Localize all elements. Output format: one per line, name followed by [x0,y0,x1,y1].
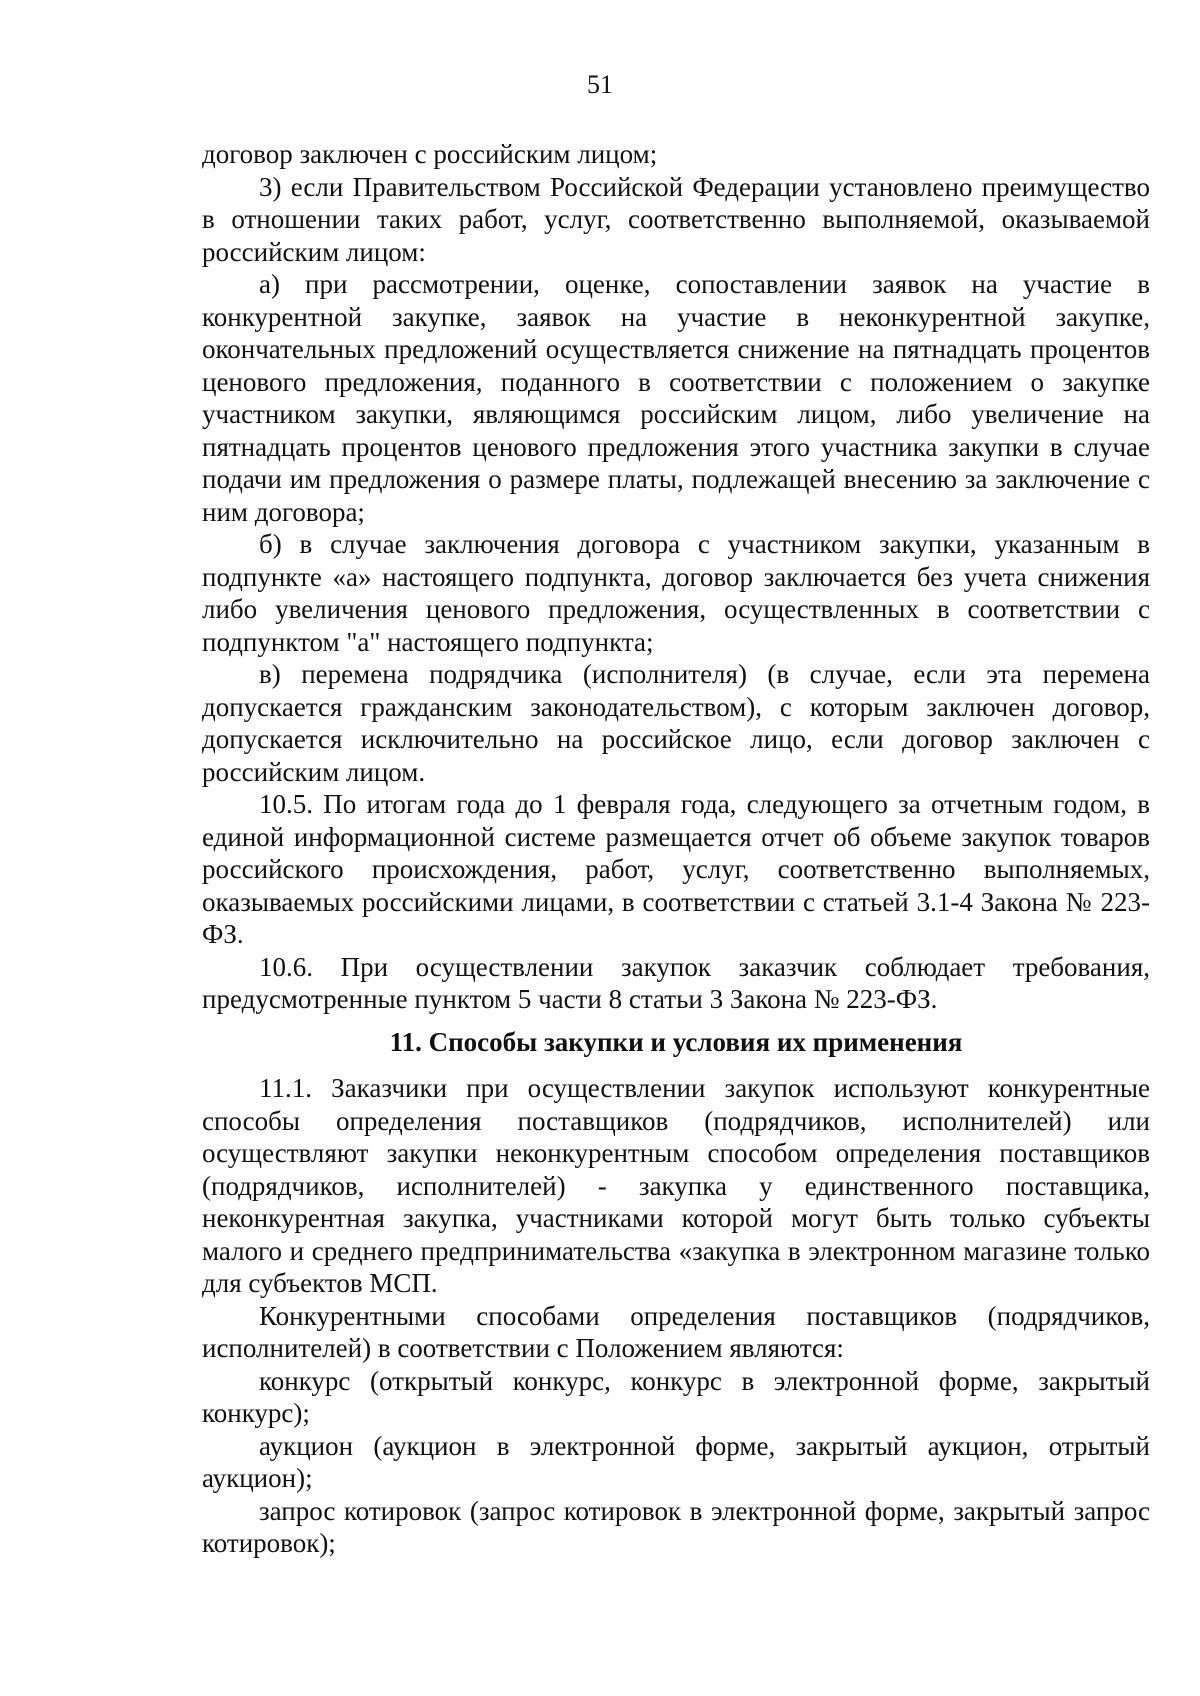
paragraph: в) перемена подрядчика (исполнителя) (в случае, если эта перемена допускается гражданским законодательством), с которым заключен договор, допускается исключительно на российское лицо, если договор заключен с российским лицом. [202,659,1150,787]
page-number: 51 [587,70,613,99]
section-heading: 11. Способы закупки и условия их применения [389,1026,963,1057]
paragraph: конкурс (открытый конкурс, конкурс в электронной форме, закрытый конкурс); [202,1365,1150,1428]
paragraph: 10.5. По итогам года до 1 февраля года, следующего за отчетным годом, в единой информационной системе размещается отчет об объеме закупок товаров российского происхождения, работ, услуг, соответственно выполняемых, оказываемых российскими лицами, в соответствии с статьей 3.1-4 Закона № 223-ФЗ. [202,789,1150,949]
paragraph: 11.1. Заказчики при осуществлении закупок используют конкурентные способы определения поставщиков (подрядчиков, исполнителей) или осуществляют закупки неконкурентным способом определения поставщиков (подрядчиков, исполнителей) - закупка у единственного поставщика, неконкурентная закупка, участниками которой могут быть только субъекты малого и среднего предпринимательства «закупка в электронном магазине только для субъектов МСП. [202,1073,1150,1298]
paragraph-group-top [202,138,1150,1016]
paragraph: аукцион (аукцион в электронной форме, закрытый аукцион, отрытый аукцион); [202,1430,1150,1493]
paragraph: Конкурентными способами определения поставщиков (подрядчиков, исполнителей) в соответствии с Положением являются: [202,1300,1150,1363]
paragraph: договор заключен с российским лицом; [202,139,658,169]
document-body [202,138,1150,1560]
paragraph: б) в случае заключения договора с участником закупки, указанным в подпункте «а» настоящего подпункта, договор заключается без учета снижения либо увеличения ценового предложения, осуществленных в соответствии с подпунктом "а" настоящего подпункта; [202,529,1150,657]
paragraph-group-bottom [202,1072,1150,1560]
paragraph: а) при рассмотрении, оценке, сопоставлении заявок на участие в конкурентной закупке, заявок на участие в неконкурентной закупке, окончательных предложений осуществляется снижение на пятнадцать процентов ценового предложения, поданного в соответствии с положением о закупке участником закупки, являющимся российским лицом, либо увеличение на пятнадцать процентов ценового предложения этого участника закупки в случае подачи им предложения о размере платы, подлежащей внесению за заключение с ним договора; [202,269,1150,527]
paragraph: 10.6. При осуществлении закупок заказчик соблюдает требования, предусмотренные пунктом 5 части 8 статьи 3 Закона № 223-ФЗ. [202,951,1150,1014]
paragraph: запрос котировок (запрос котировок в электронной форме, закрытый запрос котировок); [202,1495,1150,1558]
paragraph: 3) если Правительством Российской Федерации установлено преимущество в отношении таких работ, услуг, соответственно выполняемой, оказываемой российским лицом: [202,171,1150,267]
